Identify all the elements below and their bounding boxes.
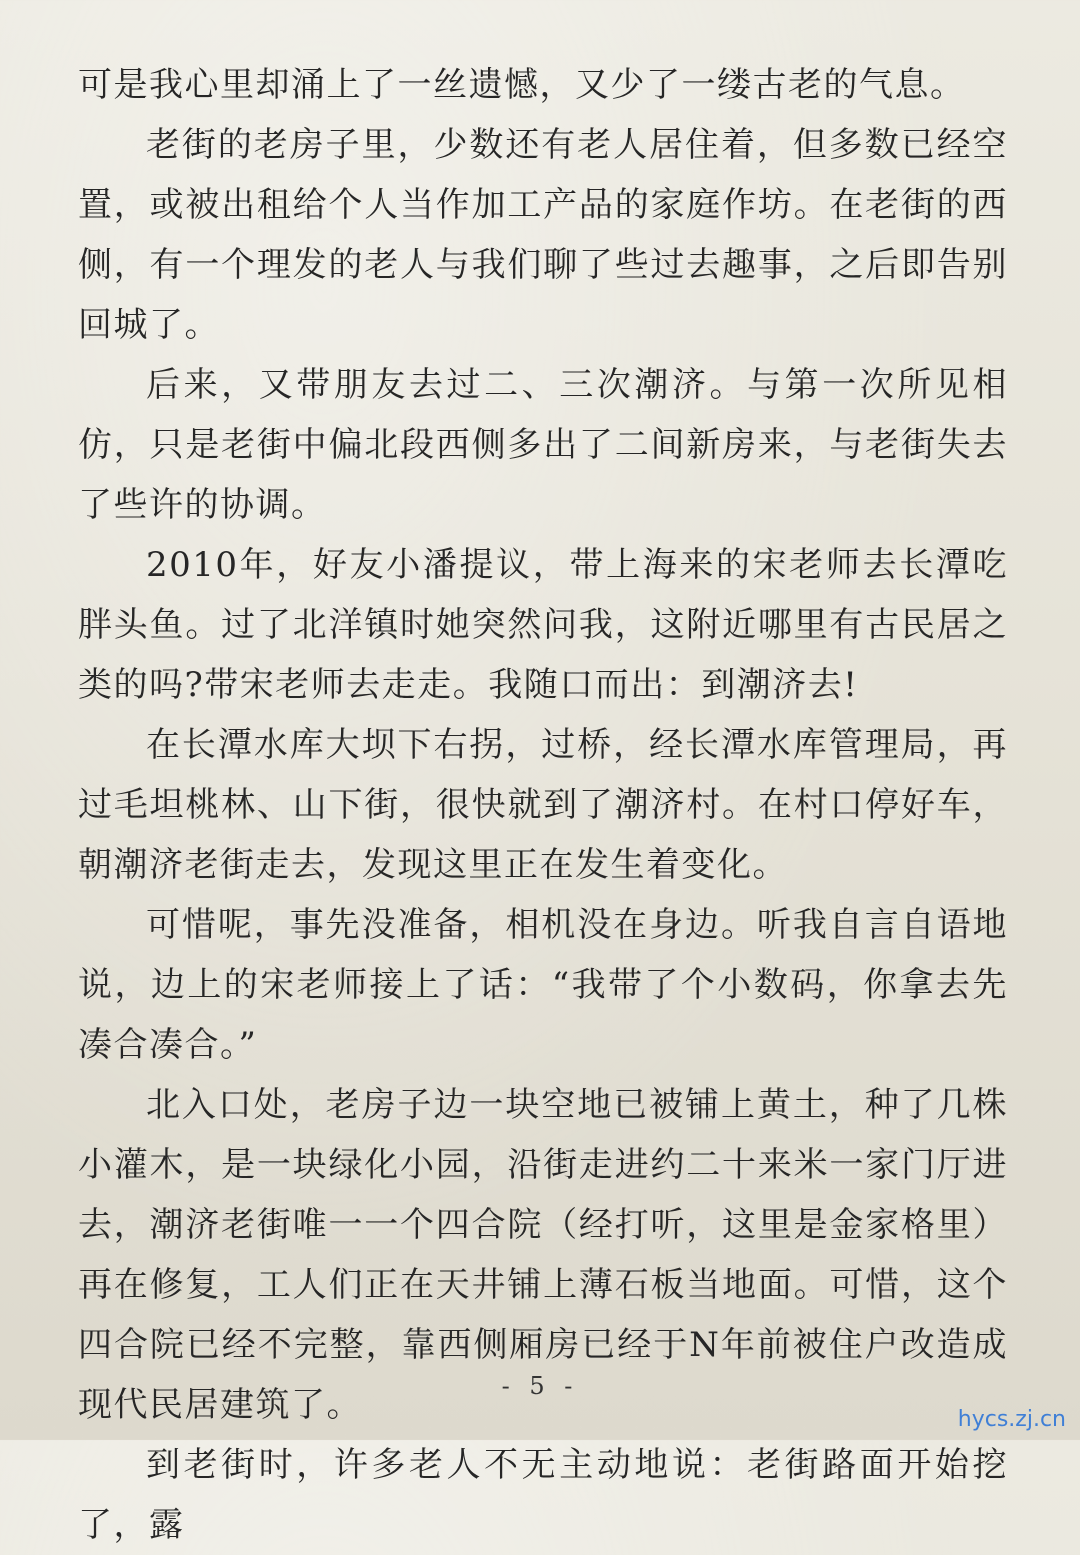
paragraph-4: 2010年，好友小潘提议，带上海来的宋老师去长潭吃胖头鱼。过了北洋镇时她突然问我，这附近哪里有古民居之类的吗?带宋老师去走走。我随口而出：到潮济去! [78,545,1008,705]
paragraph-8: 到老街时，许多老人不无主动地说：老街路面开始挖了，露 [78,1445,1008,1545]
paragraph-3: 后来，又带朋友去过二、三次潮济。与第一次所见相仿，只是老街中偏北段西侧多出了二间新房来，与老街失去了些许的协调。 [78,365,1008,525]
paragraph-6: 可惜呢，事先没准备，相机没在身边。听我自言自语地说，边上的宋老师接上了话：“我带了个小数码，你拿去先凑合凑合。” [78,905,1008,1065]
paragraph-2: 老街的老房子里，少数还有老人居住着，但多数已经空置，或被出租给个人当作加工产品的家庭作坊。在老街的西侧，有一个理发的老人与我们聊了些过去趣事，之后即告别回城了。 [78,125,1008,345]
watermark-text: hycs.zj.cn [957,1407,1066,1432]
body-text [78,55,1008,1555]
paragraph-1: 可是我心里却涌上了一丝遗憾，又少了一缕古老的气息。 [78,65,966,105]
paragraph-7: 北入口处，老房子边一块空地已被铺上黄土，种了几株小灌木，是一块绿化小园，沿街走进约二十来米一家门厅进去，潮济老街唯一一个四合院（经打听，这里是金家格里）再在修复，工人们正在天井铺上薄石板当地面。可惜，这个四合院已经不完整，靠西侧厢房已经于N年前被住户改造成现代民居建筑了。 [78,1085,1008,1425]
paragraph-5: 在长潭水库大坝下右拐，过桥，经长潭水库管理局，再过毛坦桃林、山下街，很快就到了潮济村。在村口停好车，朝潮济老街走去，发现这里正在发生着变化。 [78,725,1008,885]
page-number: - 5 - [501,1372,579,1400]
